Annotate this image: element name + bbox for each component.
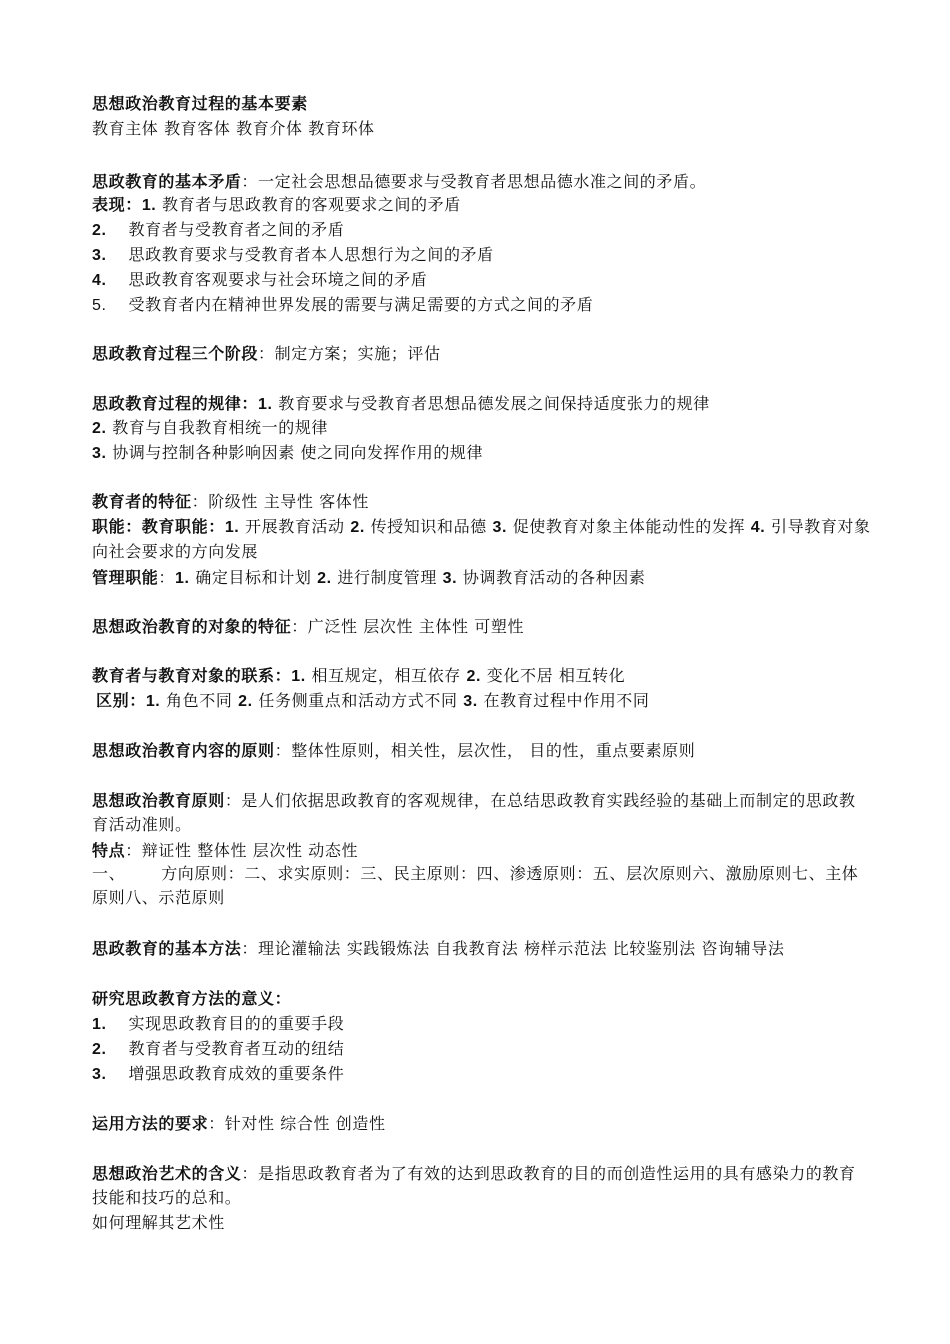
educator-features: 教育者的特征：阶级性 主导性 客体性 [92,492,369,511]
contradiction-item-1: 表现：1. 教育者与思政教育的客观要求之间的矛盾 [92,195,461,214]
stages-line: 思政教育过程三个阶段：制定方案；实施；评估 [92,344,441,363]
meaning-item-1: 1. 实现思政教育目的的重要手段 [92,1014,345,1033]
art-definition: 思想政治艺术的含义：是指思政教育者为了有效的达到思政教育的目的而创造性运用的具有感染力的教育技能和技巧的总和。 [92,1164,856,1207]
contradiction-heading: 思政教育的基本矛盾 [92,172,242,191]
content-principle: 思想政治教育内容的原则：整体性原则，相关性，层次性， 目的性，重点要素原则 [92,741,696,760]
meaning-item-3: 3. 增强思政教育成效的重要条件 [92,1064,345,1083]
principle-list: 一、 方向原则：二、求实原则：三、民主原则：四、渗透原则：五、层次原则六、激励原则七、主体原则八、示范原则 [92,864,859,907]
laws-item-2: 2. 教育与自我教育相统一的规律 [92,418,329,437]
object-features: 思想政治教育的对象的特征：广泛性 层次性 主体性 可塑性 [92,617,525,636]
educator-management: 管理职能：1. 确定目标和计划 2. 进行制度管理 3. 协调教育活动的各种因素 [92,568,646,587]
requirements-line: 运用方法的要求：针对性 综合性 创造性 [92,1114,386,1133]
laws-line: 思政教育过程的规律：1. 教育要求与受教育者思想品德发展之间保持适度张力的规律 [92,394,710,413]
principle-definition: 思想政治教育原则：是人们依据思政教育的客观规律，在总结思政教育实践经验的基础上而制定的思政教育活动准则。 [92,791,856,834]
contradiction-item-5: 5. 受教育者内在精神世界发展的需要与满足需要的方式之间的矛盾 [92,295,594,314]
methods-meaning-heading: 研究思政教育方法的意义： [92,989,292,1008]
art-understand: 如何理解其艺术性 [92,1213,225,1232]
relation-line: 教育者与教育对象的联系：1. 相互规定，相互依存 2. 变化不居 相互转化 [92,666,626,685]
contradiction-item-4: 4. 思政教育客观要求与社会环境之间的矛盾 [92,270,428,289]
difference-line: 区别：1. 角色不同 2. 任务侧重点和活动方式不同 3. 在教育过程中作用不同 [96,691,650,710]
meaning-item-2: 2. 教育者与受教育者互动的纽结 [92,1039,345,1058]
principle-features: 特点：辩证性 整体性 层次性 动态性 [92,841,359,860]
contradiction-line: 思政教育的基本矛盾：一定社会思想品德要求与受教育者思想品德水准之间的矛盾。 [92,172,707,191]
contradiction-item-2: 2. 教育者与受教育者之间的矛盾 [92,220,345,239]
elements-title: 思想政治教育过程的基本要素 [92,94,308,113]
contradiction-item-3: 3. 思政教育要求与受教育者本人思想行为之间的矛盾 [92,245,494,264]
laws-item-3: 3. 协调与控制各种影响因素 使之同向发挥作用的规律 [92,443,484,462]
elements-list: 教育主体 教育客体 教育介体 教育环体 [92,119,375,138]
educator-functions: 职能：教育职能：1. 开展教育活动 2. 传授知识和品德 3. 促使教育对象主体能动性的发挥 4. 引导教育对象向社会要求的方向发展 [92,517,871,561]
methods-line: 思政教育的基本方法：理论灌输法 实践锻炼法 自我教育法 榜样示范法 比较鉴别法 咨询辅导法 [92,939,785,958]
